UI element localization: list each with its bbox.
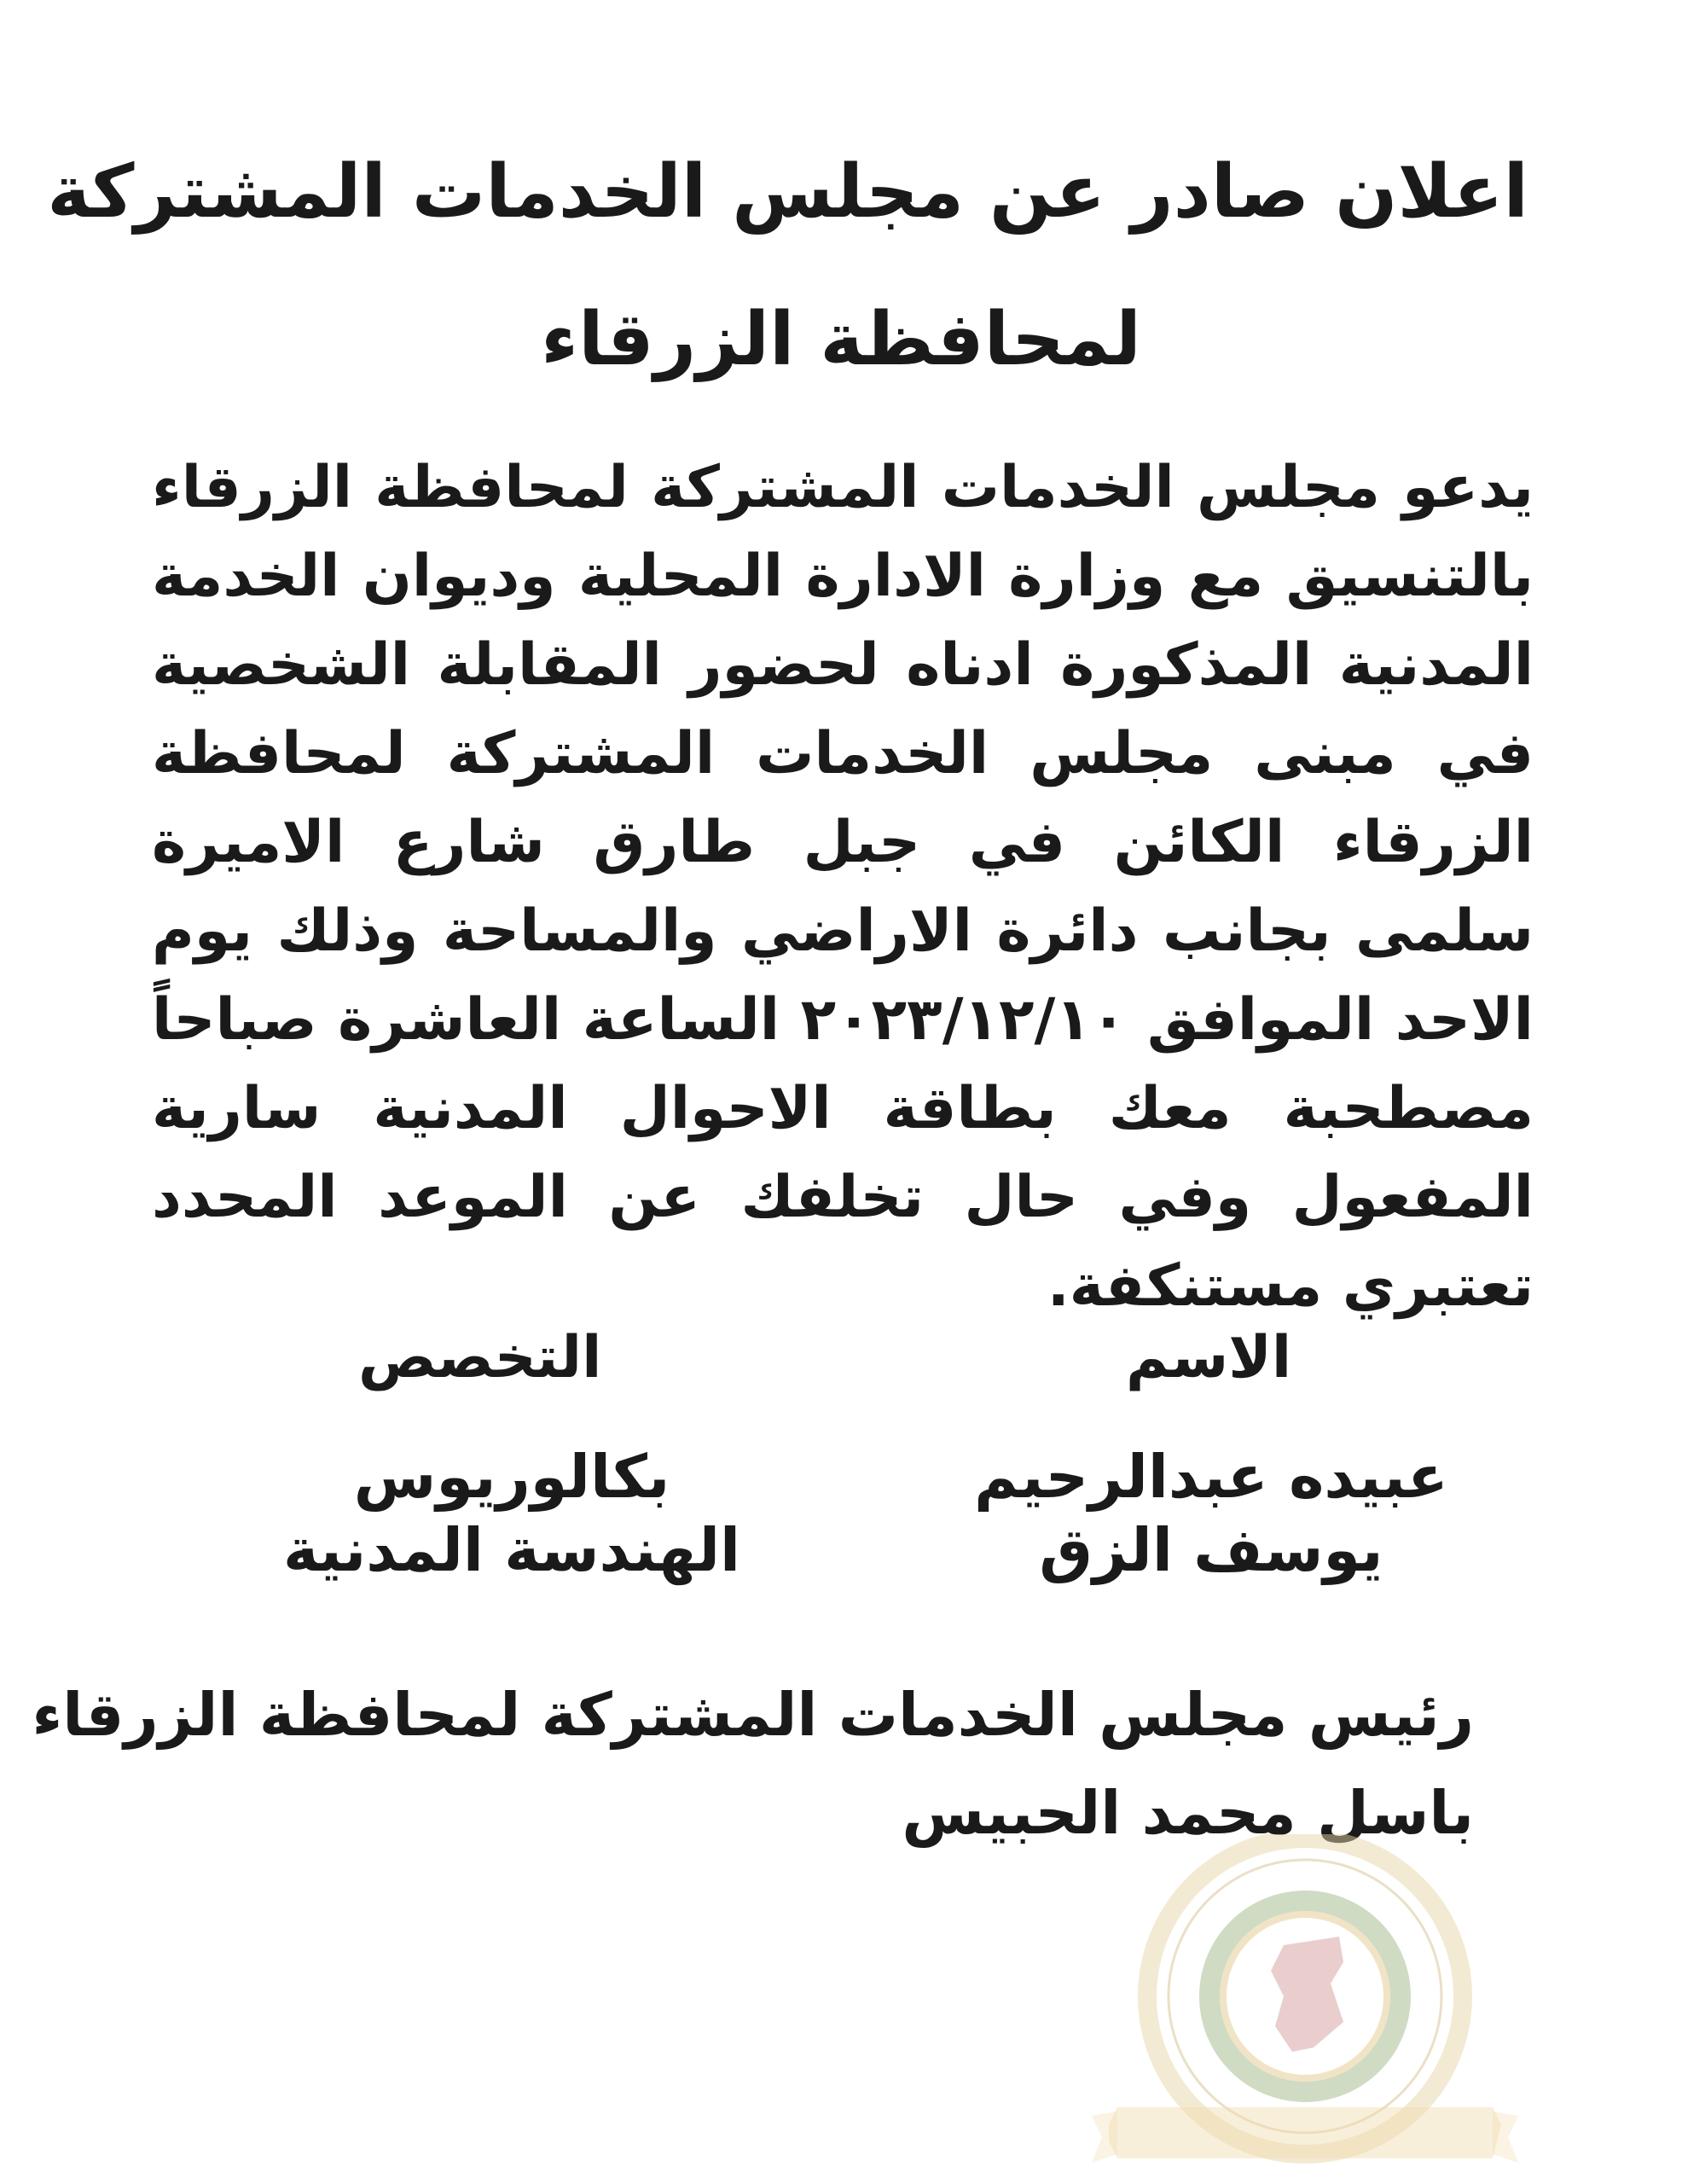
announcement-body: يدعو مجلس الخدمات المشتركة لمحافظة الزرقاء بالتنسيق مع وزارة الادارة المحلية وديوان الخدمة المدنية المذكورة ادناه لحضور المقابلة الشخصية في مبنى مجلس الخدمات المشتركة لمحافظة الزرقاء الكائن في جبل طارق شارع الاميرة سلمى بجانب دائرة الاراضي والمساحة وذلك يوم الاحد الموافق ٢٠٢٣/١٢/١٠ الساعة العاشرة صباحاً مصطحبة معك بطاقة الاحوال المدنية سارية المفعول وفي حال تخلفك عن الموعد المحدد تعتبري مستنكفة.	[152, 454, 1534, 1320]
announcement-subtitle: لمحافظة الزرقاء	[541, 297, 1141, 382]
announcement-title: اعلان صادر عن مجلس الخدمات المشتركة	[47, 149, 1528, 235]
name-column-header: الاسم	[1126, 1324, 1292, 1391]
civil-service-bureau-seal	[1083, 1834, 1527, 2184]
candidate-specialization: بكالوريوس الهندسة المدنية	[282, 1442, 741, 1585]
signatory-name: باسل محمد الحبيس	[902, 1778, 1474, 1848]
specialization-column-header: التخصص	[358, 1324, 602, 1391]
signatory-title: رئيس مجلس الخدمات المشتركة لمحافظة الزرقاء	[32, 1680, 1474, 1750]
candidate-name: عبيده عبدالرحيم يوسف الزق	[974, 1442, 1448, 1585]
